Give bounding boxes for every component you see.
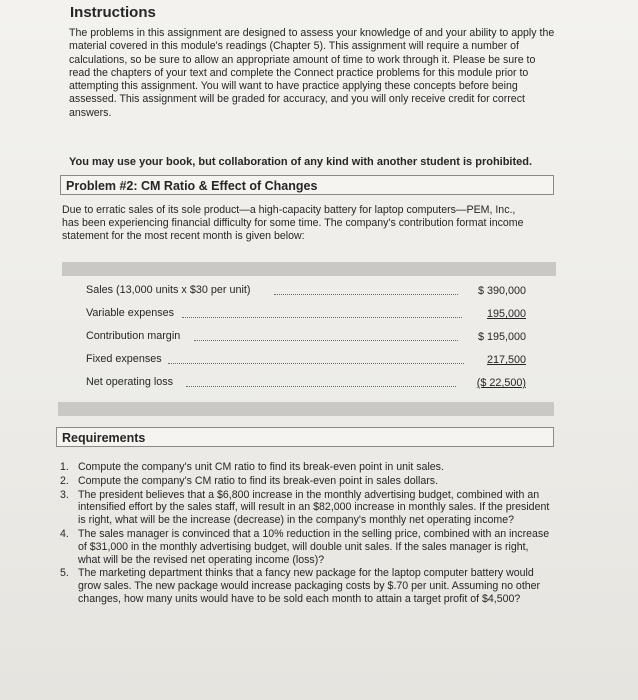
list-number: 3. [60,488,69,501]
list-item [60,475,550,488]
dot-leader [194,340,458,341]
list-item [60,567,550,605]
list-item [60,528,550,566]
income-amount: 195,000 [486,308,526,320]
income-row-net-operating-loss [86,374,526,397]
income-amount: ($ 22,500) [476,377,526,389]
income-statement [86,282,526,397]
income-label: Sales (13,000 units x $30 per unit) [86,284,251,296]
problem-title: Problem #2: CM Ratio & Effect of Changes [66,179,318,193]
income-row-fixed-expenses [86,351,526,374]
page-title: Instructions [70,4,156,21]
dot-leader [168,363,464,364]
dot-leader [274,294,458,295]
dot-leader [186,386,456,387]
problem-scenario: Due to erratic sales of its sole product—a high-capacity battery for laptop computers—PEM, Inc., has been experiencing financial difficulty for some time. The company's contribution format income statement for the most recent month is given below: [62,204,524,242]
list-text: The marketing department thinks that a fancy new package for the laptop computer battery would grow sales. The new package would increase packaging costs by $.70 per unit. Assuming no other changes, how many units would have to be sold each month to attain a target profit of $4,500? [78,567,541,605]
list-text: Compute the company's unit CM ratio to find its break-even point in unit sales. [78,461,444,473]
income-label: Variable expenses [86,307,175,319]
income-amount: $ 390,000 [477,285,526,297]
list-number: 4. [60,527,69,540]
list-number: 2. [60,474,69,487]
income-label: Contribution margin [86,330,181,342]
requirements-list [60,461,550,607]
list-text: The president believes that a $6,800 increase in the monthly advertising budget, combined with an intensified effort by the sales staff, will result in an $82,000 increase in monthly sales. If the president is right, what will be the increase (decrease) in the company's monthly net operating income? [78,488,550,527]
table-footer-bar [58,402,554,416]
list-text: Compute the company's CM ratio to find its break-even point in sales dollars. [78,474,439,487]
income-amount: 217,500 [486,354,526,366]
income-label: Net operating loss [86,376,174,388]
instructions-paragraph: The problems in this assignment are designed to assess your knowledge of and your ability to apply the material covered in this module's readings (Chapter 5). This assignment will require a number of calculations, so be sure to allow an appropriate amount of time to work through it. Please be sure to read the chapters of your text and complete the Connect practice problems for this module prior to attempting this assignment. You will want to have practice applying these concepts before being assessed. This assignment will be graded for accuracy, and you will only receive credit for correct answers. [69,27,555,119]
requirements-header [56,427,554,447]
income-row-contribution-margin [86,328,526,351]
problem-header [60,175,554,195]
list-number: 5. [60,567,69,580]
list-number: 1. [60,461,69,473]
table-header-bar [62,262,556,276]
list-item [60,489,550,527]
income-amount: $ 195,000 [477,331,526,343]
income-label: Fixed expenses [86,353,162,365]
collaboration-warning: You may use your book, but collaboration of any kind with another student is prohibited. [69,156,533,168]
dot-leader [182,317,462,318]
income-row-sales [86,282,526,305]
requirements-title: Requirements [62,431,146,445]
income-row-variable-expenses [86,305,526,328]
list-text: The sales manager is convinced that a 10% reduction in the selling price, combined with an increase of $31,000 in the monthly advertising budget, will double unit sales. If the sales manager is right, what will be the revised net operating income (loss)? [78,527,550,566]
list-item [60,461,550,474]
